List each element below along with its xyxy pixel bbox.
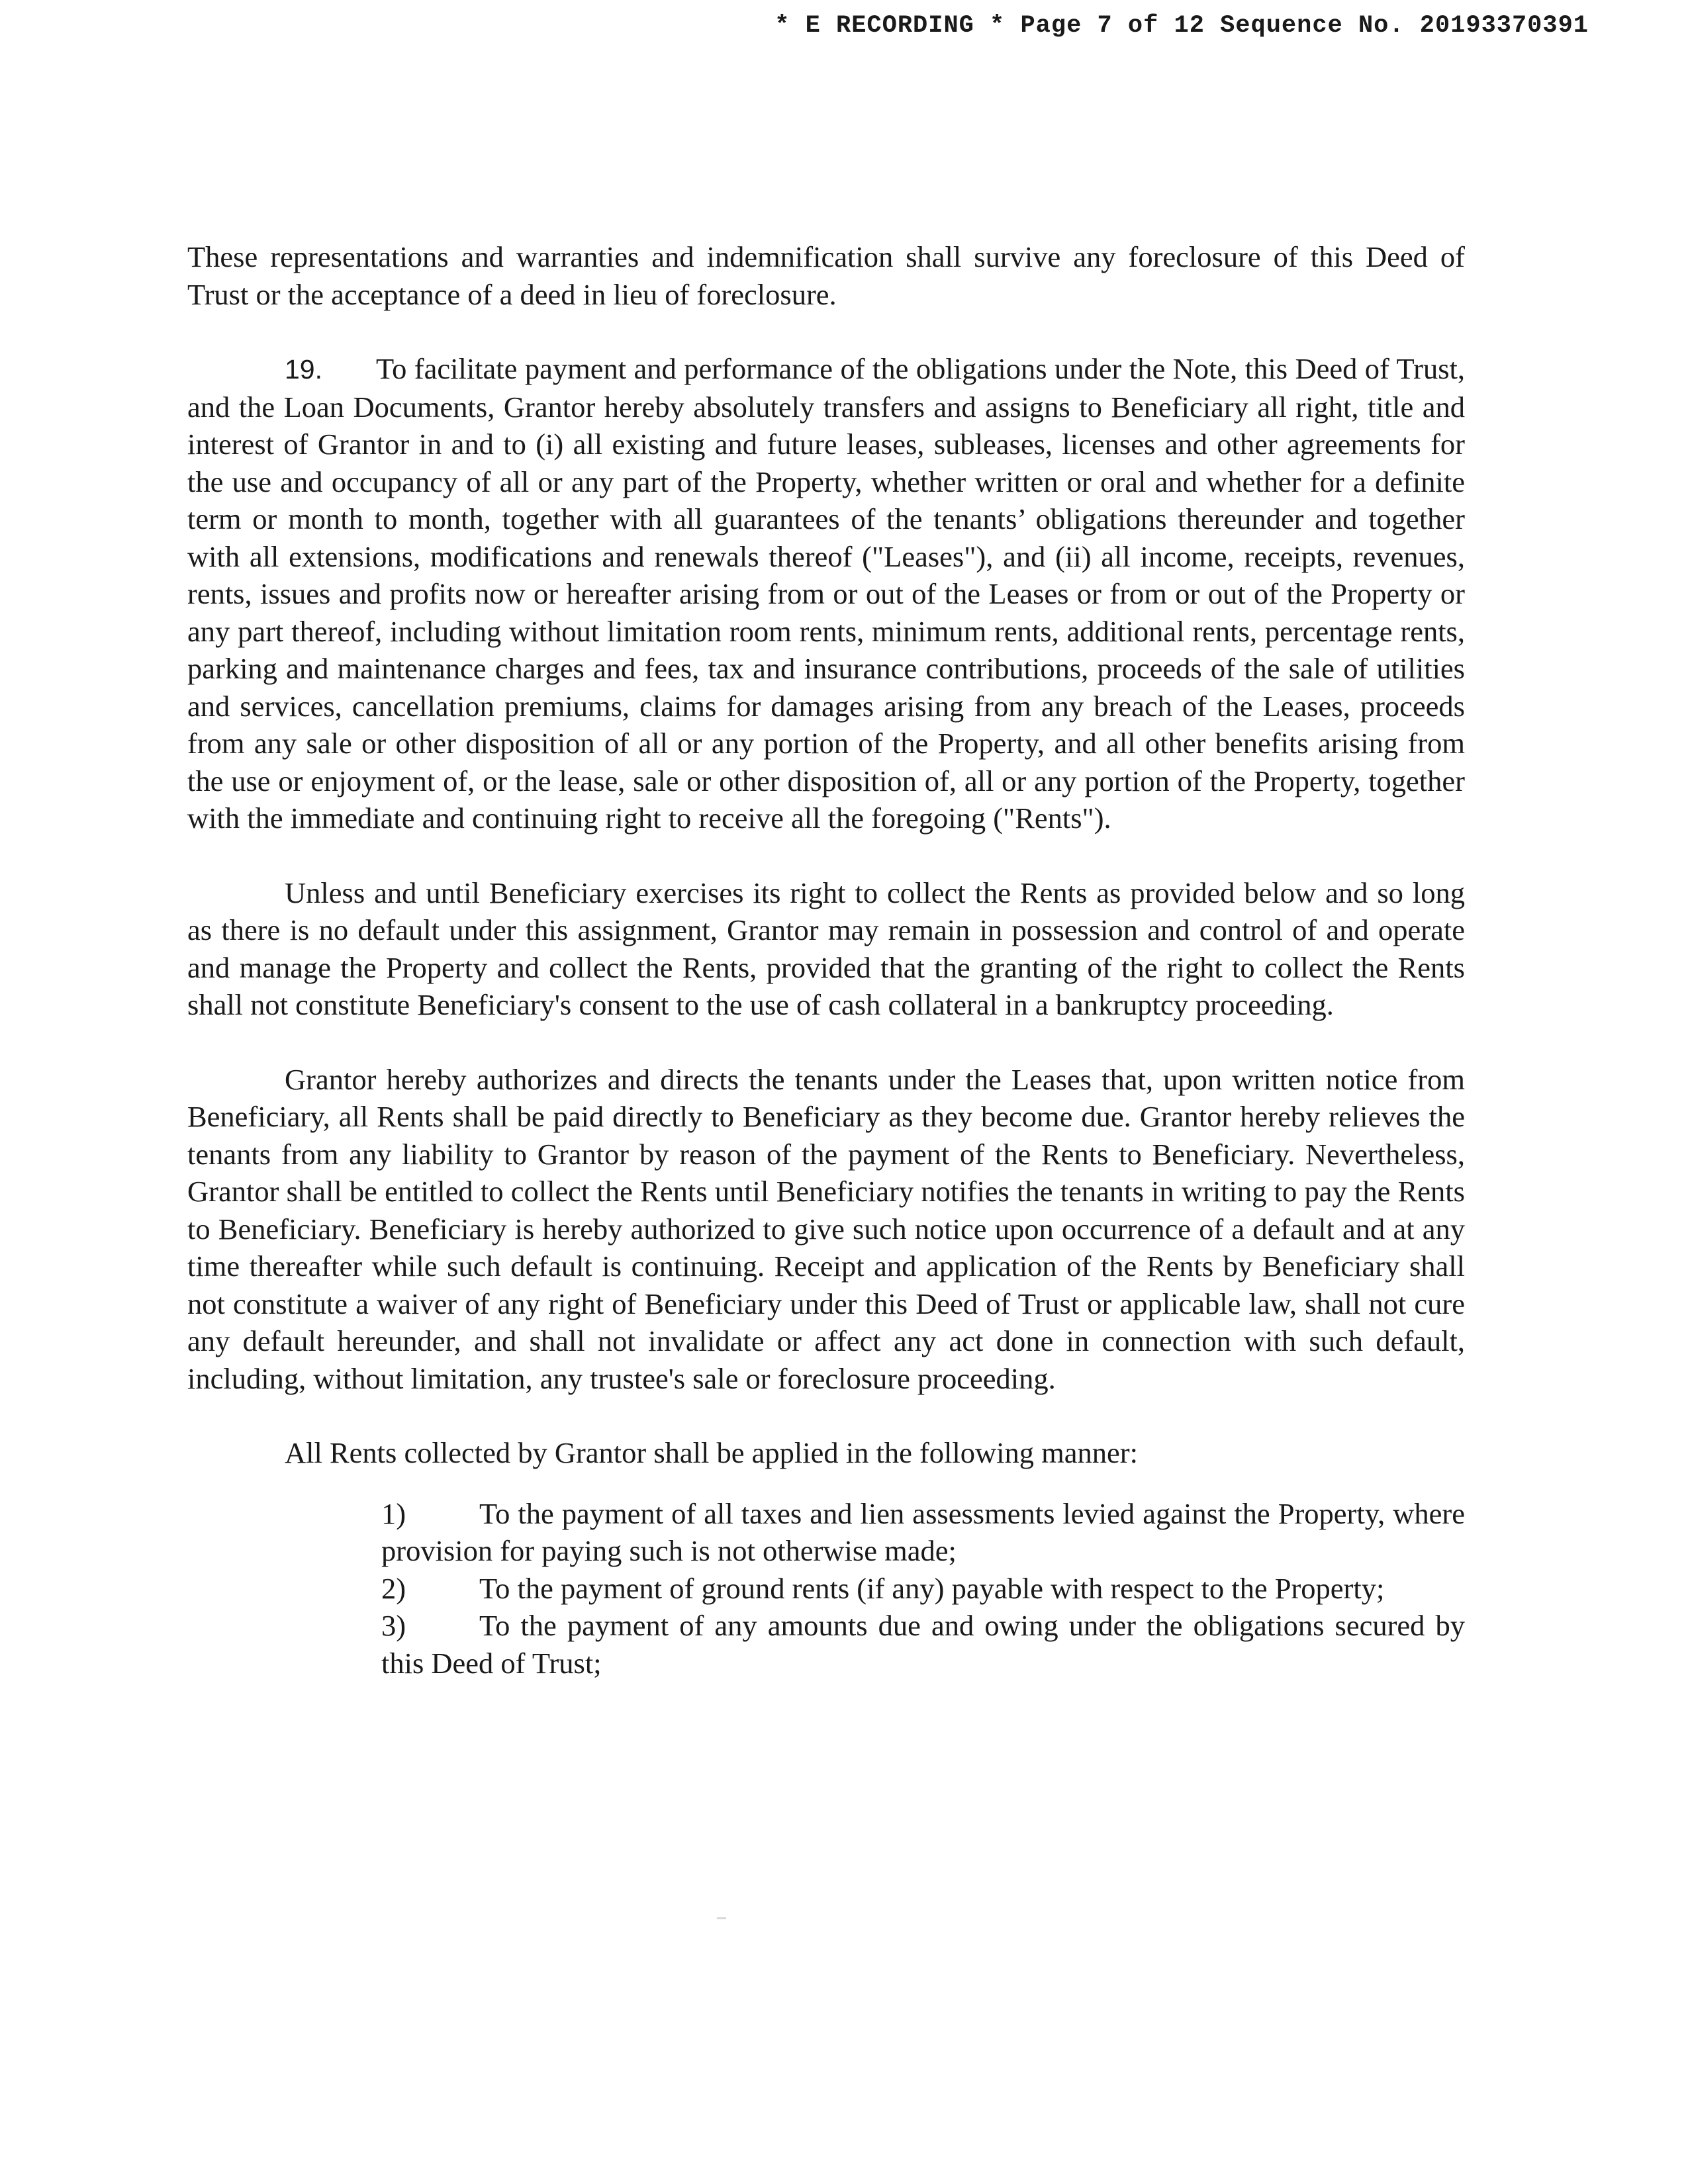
list-item <box>381 1607 1465 1682</box>
list-item <box>381 1495 1465 1570</box>
paragraph-collect-rents: Unless and until Beneficiary exercises its right to collect the Rents as provided below and so long as there is no default under this assignment, Grantor may remain in possession and control of and operate and manage the Property and collect the Rents, provided that the granting of the right to collect the Rents shall not constitute Beneficiary's consent to the use of cash collateral in a bankruptcy proceeding. <box>187 876 1465 1021</box>
list-item <box>381 1570 1465 1608</box>
scan-artifact <box>717 1917 726 1919</box>
section-number: 19. <box>285 354 322 385</box>
paragraph-section-19 <box>187 350 1465 837</box>
list-item-number: 2) <box>381 1571 406 1605</box>
list-item-number: 1) <box>381 1496 406 1530</box>
list-item-text: To the payment of all taxes and lien assessments levied against the Property, where provision for paying such is not otherwise made; <box>381 1496 1465 1567</box>
paragraph-survival-clause: These representations and warranties and indemnification shall survive any foreclosure of this Deed of Trust or the acceptance of a deed in lieu of foreclosure. <box>187 240 1465 311</box>
document-body <box>187 238 1465 1682</box>
paragraph-tenant-notice: Grantor hereby authorizes and directs the tenants under the Leases that, upon written notice from Beneficiary, all Rents shall be paid directly to Beneficiary as they become due. Grantor hereby relieves the tenants from any liability to Grantor by reason of the payment of the Rents to Beneficiary. Nevertheless, Grantor shall be entitled to collect the Rents until Beneficiary notifies the tenants in writing to pay the Rents to Beneficiary. Beneficiary is hereby authorized to give such notice upon occurrence of a default and at any time thereafter while such default is continuing. Receipt and application of the Rents by Beneficiary shall not constitute a waiver of any right of Beneficiary under this Deed of Trust or applicable law, shall not cure any default hereunder, and shall not invalidate or affect any act done in connection with such default, including, without limitation, any trustee's sale or foreclosure proceeding. <box>187 1062 1465 1395</box>
paragraph-application-intro: All Rents collected by Grantor shall be applied in the following manner: <box>285 1436 1138 1469</box>
list-item-text: To the payment of any amounts due and owing under the obligations secured by this Deed of Trust; <box>381 1609 1465 1680</box>
list-item-number: 3) <box>381 1609 406 1642</box>
application-list <box>381 1495 1465 1682</box>
recording-stamp: * E RECORDING * Page 7 of 12 Sequence No. 20193370391 <box>774 12 1589 40</box>
section-19-text: To facilitate payment and performance of the obligations under the Note, this Deed of Trust, and the Loan Documents, Grantor hereby absolutely transfers and assigns to Beneficiary all right, title and interest of Grantor in and to (i) all existing and future leases, subleases, licenses and other agreements for the use and occupancy of all or any part of the Property, whether written or oral and whether for a definite term or month to month, together with all guarantees of the tenants’ obligations thereunder and together with all extensions, modifications and renewals thereof ("Leases"), and (ii) all income, receipts, revenues, rents, issues and profits now or hereafter arising from or out of the Leases or from or out of the Property or any part thereof, including without limitation room rents, minimum rents, additional rents, percentage rents, parking and maintenance charges and fees, tax and insurance contributions, proceeds of the sale of utilities and services, cancellation premiums, claims for damages arising from any breach of the Leases, proceeds from any sale or other disposition of all or any portion of the Property, and all other benefits arising from the use or enjoyment of, or the lease, sale or other disposition of, all or any portion of the Property, together with the immediate and continuing right to receive all the foregoing ("Rents"). <box>187 352 1465 835</box>
list-item-text: To the payment of ground rents (if any) payable with respect to the Property; <box>479 1571 1385 1605</box>
